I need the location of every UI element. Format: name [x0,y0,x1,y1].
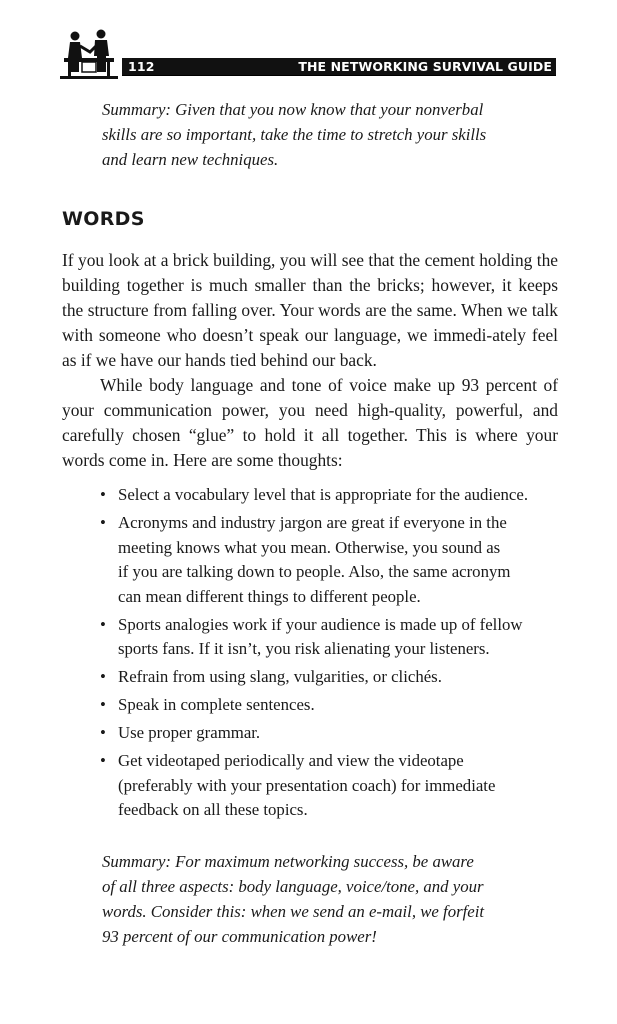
paragraph-2 [62,373,558,473]
list-item [100,693,560,718]
list-item-line: Sports analogies work if your audience is made up of fellow [118,614,523,634]
list-item-line: Speak in complete sentences. [118,695,315,714]
list-item-line: feedback on all these topics. [118,800,308,819]
summary-bottom [102,849,542,949]
bullet-icon: • [100,695,106,714]
list-item [100,613,560,662]
list-item-line: sports fans. If it isn’t, you risk alienating your listeners. [118,639,490,658]
list-item-line: meeting knows what you mean. Otherwise, you sound as [118,537,501,557]
list-item-line: if you are talking down to people. Also, the same acronym [118,562,511,581]
bullet-icon: • [100,751,106,770]
list-item-line: (preferably with your presentation coach) for immediate [118,775,496,795]
summary-line: Summary: For maximum networking success, be aware [102,852,474,871]
page-number-box [122,58,155,75]
summary-top [102,97,542,172]
paragraph-1 [62,248,558,373]
summary-line: Summary: Given that you now know that your nonverbal [102,100,484,119]
bullet-icon: • [100,723,106,742]
bullet-icon: • [100,667,106,686]
paragraph-text: While body language and tone of voice make up 93 percent of your communication power, you need high-quality, powerful, and carefully chosen “glue” to hold it all together. This is where your words come in. Here are some thoughts: [62,375,558,470]
summary-line: words. Consider this: when we send an e-mail, we forfeit [102,902,485,921]
summary-line: of all three aspects: body language, voice/tone, and your [102,877,484,896]
list-item-line: Acronyms and industry jargon are great if everyone in the [118,513,507,532]
bullet-icon: • [100,513,106,532]
bullet-icon: • [100,485,106,504]
list-item-line: Use proper grammar. [118,723,261,742]
list-item [100,483,560,508]
list-item [100,665,560,690]
page-number: 112 [128,59,155,74]
section-heading: WORDS [62,208,145,230]
list-item-line: Select a vocabulary level that is appropriate for the audience. [118,485,529,504]
running-header [60,28,560,80]
summary-line: 93 percent of our communication power! [102,927,377,946]
paragraph-text: If you look at a brick building, you will see that the cement holding the building together is much smaller than the bricks; however, it keeps the structure from falling over. Your words are the same. When we talk with someone who doesn’t speak our language, we immedi-ately feel as if we have our hands tied behind our back. [62,250,558,370]
list-item [100,749,560,823]
summary-line: skills are so important, take the time to stretch your skills [102,125,487,144]
running-title: THE NETWORKING SURVIVAL GUIDE [298,59,552,74]
list-item [100,511,560,609]
summary-line: and learn new techniques. [102,150,279,169]
bullet-icon: • [100,614,106,634]
header-bar [122,58,556,76]
handshake-icon [60,28,118,80]
list-item [100,721,560,746]
list-item-line: can mean different things to different people. [118,586,421,606]
bullet-list [100,483,560,826]
list-item-line: Refrain from using slang, vulgarities, or clichés. [118,667,442,686]
list-item-line: Get videotaped periodically and view the videotape [118,751,464,770]
